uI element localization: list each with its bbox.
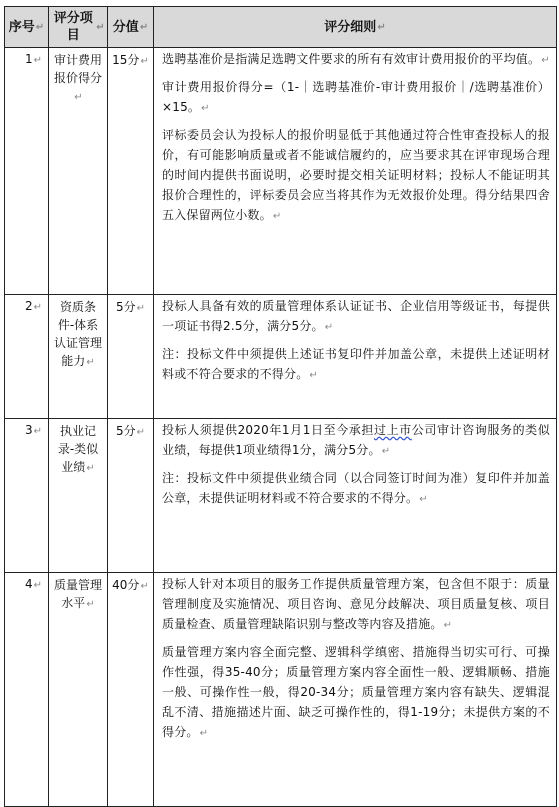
row-item: 审计费用报价得分↵ [49, 48, 108, 295]
header-item: 评分项目 ↵ [49, 7, 108, 48]
table-row [5, 419, 557, 573]
detail-paragraph: 注：投标文件中须提供业绩合同（以合同签订时间为准）复印件并加盖公章，未提供证明材料或不符合要求的不得分。↵ [162, 471, 550, 505]
table-header-row [5, 7, 557, 48]
row-number: 1↵ [5, 48, 49, 295]
row-number: 4↵ [5, 573, 49, 807]
paragraph-mark-icon: ↵ [96, 21, 105, 33]
detail-paragraph: 投标人须提供2020年1月1日至今承担过上市公司审计咨询服务的类似业绩，每提供1项业绩得1分，满分5分。↵ [162, 423, 550, 457]
header-detail: 评分细则 ↵ [154, 7, 557, 48]
paragraph-mark-icon: ↵ [377, 21, 386, 33]
table-row [5, 295, 557, 419]
row-score: 5分↵ [108, 295, 154, 419]
row-detail [154, 419, 557, 573]
table-row [5, 573, 557, 807]
detail-paragraph: 选聘基准价是指满足选聘文件要求的所有有效审计费用报价的平均值。↵ [162, 52, 550, 66]
scoring-table [4, 6, 557, 807]
row-item: 资质条件-体系认证管理能力↵ [49, 295, 108, 419]
detail-paragraph: 评标委员会认为投标人的报价明显低于其他通过符合性审查投标人的报价，有可能影响质量或者不能诚信履约的，应当要求其在评审现场合理的时间内提供书面说明，必要时提交相关证明材料；投标人不能证明其报价合理性的，评标委员会应当将其作为无效报价处理。得分结果四舍五入保留两位小数。↵ [162, 128, 550, 222]
spellcheck-underline: 过上市 [374, 423, 412, 437]
table-row [5, 48, 557, 295]
detail-paragraph: 质量管理方案内容全面完整、逻辑科学缜密、措施得当切实可行、可操作性强，得35-40分；质量管理方案内容全面性一般、逻辑顺畅、措施一般、可操作性一般，得20-34分；质量管理方案内容有缺失、逻辑混乱不清、措施描述片面、缺乏可操作性的，得1-19分；未提供方案的不得分。↵ [162, 645, 550, 739]
row-score: 15分↵ [108, 48, 154, 295]
paragraph-mark-icon: ↵ [139, 21, 149, 33]
row-detail [154, 48, 557, 295]
detail-paragraph: 注：投标文件中须提供上述证书复印件并加盖公章，未提供上述证明材料或不符合要求的不得分。↵ [162, 347, 550, 381]
row-item: 执业记录-类似业绩↵ [49, 419, 108, 573]
header-index: 序号 ↵ [5, 7, 49, 48]
detail-paragraph: 审计费用报价得分=（1-｜选聘基准价-审计费用报价｜/选聘基准价）×15。↵ [162, 80, 550, 114]
row-number: 2↵ [5, 295, 49, 419]
row-number: 3↵ [5, 419, 49, 573]
row-detail [154, 295, 557, 419]
header-score: 分值 ↵ [108, 7, 154, 48]
detail-paragraph: 投标人具备有效的质量管理体系认证证书、企业信用等级证书，每提供一项证书得2.5分，满分5分。↵ [162, 299, 550, 333]
paragraph-mark-icon: ↵ [35, 21, 45, 33]
row-item: 质量管理水平↵ [49, 573, 108, 807]
row-score: 5分↵ [108, 419, 154, 573]
row-detail [154, 573, 557, 807]
row-score: 40分↵ [108, 573, 154, 807]
detail-paragraph: 投标人针对本项目的服务工作提供质量管理方案，包含但不限于：质量管理制度及实施情况、项目咨询、意见分歧解决、项目质量复核、项目质量检查、质量管理缺陷识别与整改等内容及措施。↵ [162, 577, 550, 631]
